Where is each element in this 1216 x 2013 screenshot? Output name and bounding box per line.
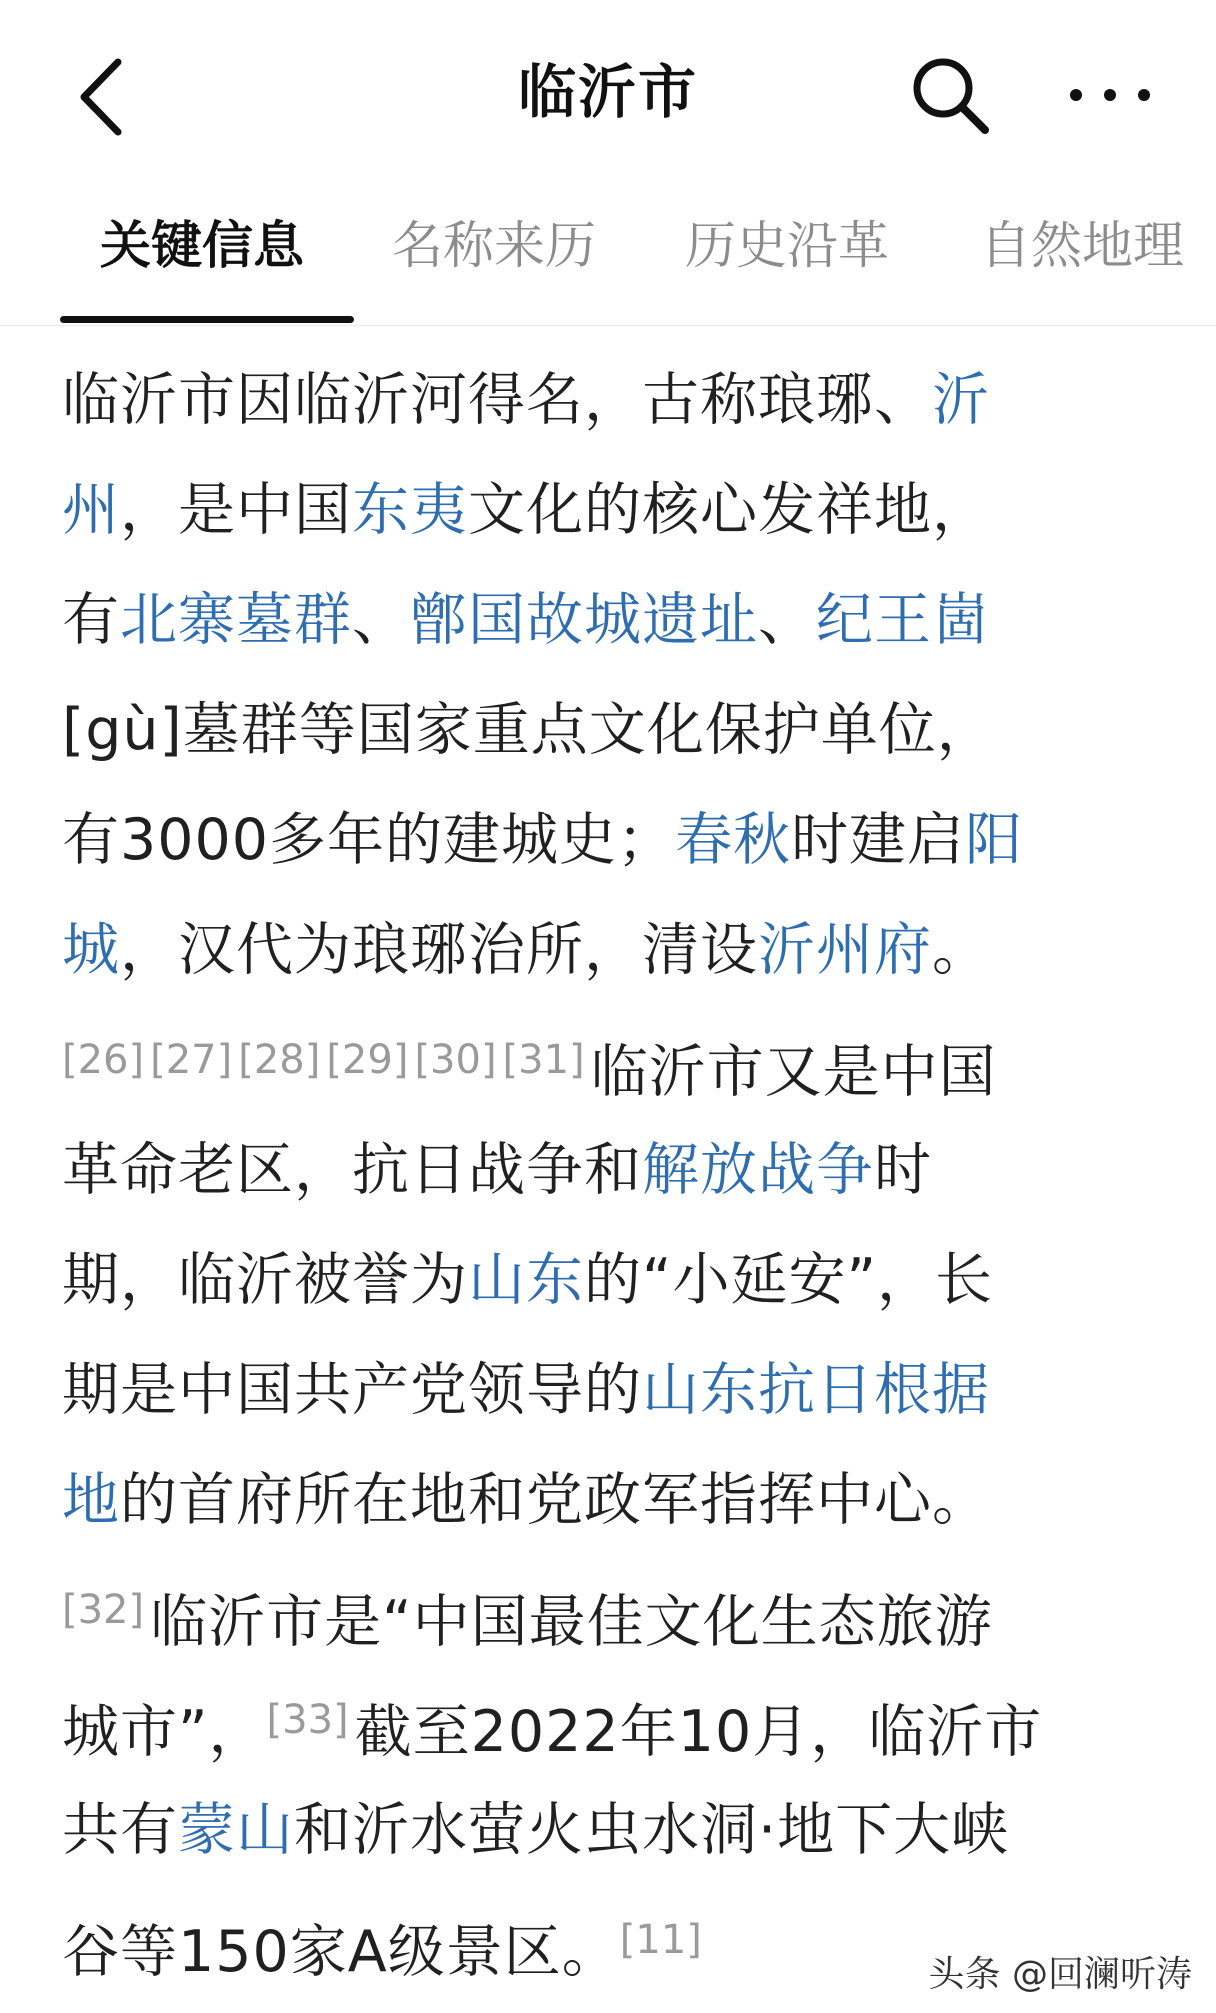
article-text: 和沂水萤火虫水洞·地下大峡 xyxy=(294,1797,1010,1863)
reference-link[interactable]: [28] xyxy=(238,1037,321,1083)
article-link[interactable]: 春秋 xyxy=(675,807,792,873)
article-line xyxy=(62,675,1162,785)
more-horizontal-icon xyxy=(1060,60,1160,130)
article-link[interactable]: 东夷 xyxy=(352,477,468,543)
article-line xyxy=(62,565,1162,675)
article-line xyxy=(62,1555,1162,1665)
section-tabs xyxy=(0,190,1216,326)
reference-link[interactable]: [11] xyxy=(619,1917,702,1963)
article-link[interactable]: 地 xyxy=(62,1467,120,1533)
article-line xyxy=(62,455,1162,565)
reference-link[interactable]: [33] xyxy=(266,1697,349,1743)
article-line xyxy=(62,785,1162,895)
article-link[interactable]: 州 xyxy=(62,477,120,543)
active-tab-indicator xyxy=(60,316,354,323)
article-line xyxy=(62,1445,1162,1555)
top-bar xyxy=(0,0,1216,190)
search-icon xyxy=(905,50,995,140)
article-text: 革命老区，抗日战争和 xyxy=(62,1137,642,1203)
reference-link[interactable]: [29] xyxy=(326,1037,409,1083)
article-text: 的“小延安”，长 xyxy=(584,1247,994,1313)
article-text: 。 xyxy=(932,917,990,983)
article-text: 文化的核心发祥地， xyxy=(468,477,990,543)
article-line xyxy=(62,345,1162,455)
article-text: 城市”， xyxy=(62,1699,267,1765)
watermark: 头条 @回澜听涛 xyxy=(928,1954,1192,1995)
article-text: 时建启 xyxy=(791,807,966,873)
article-text: 、 xyxy=(352,587,410,653)
article-text: ，汉代为琅琊治所，清设 xyxy=(120,917,758,983)
article-text: 、 xyxy=(758,587,816,653)
tab-geography[interactable]: 自然地理 xyxy=(980,217,1185,276)
article-text: 期，临沂被誉为 xyxy=(62,1247,468,1313)
article-link[interactable]: 蒙山 xyxy=(178,1797,294,1863)
article-line xyxy=(62,1335,1162,1445)
more-button[interactable] xyxy=(1060,60,1160,130)
article-text: 临沂市又是中国 xyxy=(590,1039,997,1105)
article-link[interactable]: 解放战争 xyxy=(642,1137,874,1203)
article-body xyxy=(62,345,1162,1995)
reference-link[interactable]: [27] xyxy=(150,1037,233,1083)
article-text: 期是中国共产党领导的 xyxy=(62,1357,642,1423)
reference-link[interactable]: [32] xyxy=(62,1587,145,1633)
page-title: 临沂市 xyxy=(517,58,698,126)
article-link[interactable]: 北寨墓群 xyxy=(120,587,352,653)
article-line xyxy=(62,895,1162,1005)
article-text: 有 xyxy=(62,587,120,653)
article-text: 有3000多年的建城史； xyxy=(62,807,676,873)
reference-link[interactable]: [30] xyxy=(414,1037,497,1083)
article-link[interactable]: 城 xyxy=(62,917,120,983)
article-text: 临沂市因临沂河得名，古称琅琊、 xyxy=(62,367,932,433)
article-link[interactable]: 山东 xyxy=(468,1247,584,1313)
article-text: 时 xyxy=(874,1137,932,1203)
article-link[interactable]: 鄫国故城遗址 xyxy=(410,587,758,653)
article-text: 截至2022年10月，临沂市 xyxy=(354,1699,1043,1765)
search-button[interactable] xyxy=(905,50,995,140)
tab-name-origin[interactable]: 名称来历 xyxy=(392,217,597,276)
article-text: ，是中国 xyxy=(120,477,352,543)
article-line xyxy=(62,1775,1162,1885)
article-text: 的首府所在地和党政军指挥中心。 xyxy=(120,1467,990,1533)
article-text: 谷等150家A级景区。 xyxy=(62,1919,620,1985)
reference-link[interactable]: [31] xyxy=(502,1037,585,1083)
article-link[interactable]: 纪王崮 xyxy=(816,587,990,653)
article-link[interactable]: 阳 xyxy=(965,807,1024,873)
article-line xyxy=(62,1005,1162,1115)
article-text: [gù]墓群等国家重点文化保护单位， xyxy=(62,697,995,763)
tab-key-info[interactable]: 关键信息 xyxy=(100,217,305,276)
article-link[interactable]: 沂 xyxy=(932,367,990,433)
article-text: 共有 xyxy=(62,1797,178,1863)
article-link[interactable]: 山东抗日根据 xyxy=(642,1357,990,1423)
article-link[interactable]: 沂州府 xyxy=(758,917,932,983)
article-line xyxy=(62,1665,1162,1775)
article-text: 临沂市是“中国最佳文化生态旅游 xyxy=(150,1589,993,1655)
tab-history[interactable]: 历史沿革 xyxy=(685,217,890,276)
reference-link[interactable]: [26] xyxy=(62,1037,145,1083)
article-line xyxy=(62,1225,1162,1335)
article-line xyxy=(62,1115,1162,1225)
